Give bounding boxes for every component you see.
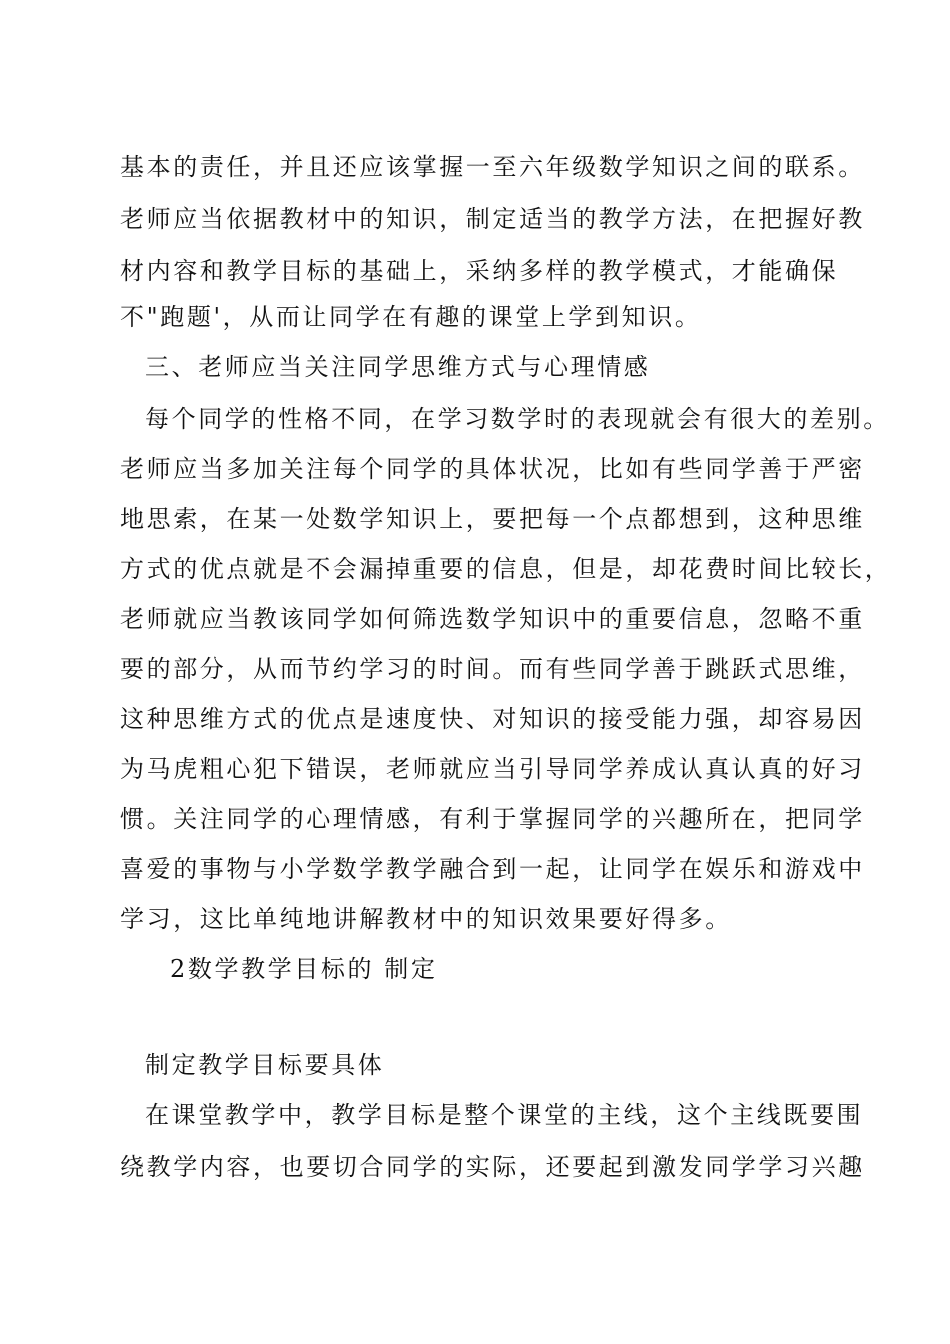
paragraph-line: 为马虎粗心犯下错误，老师就应当引导同学养成认真认真的好习 [120,755,865,783]
paragraph-line: 不"跑题'，从而让同学在有趣的课堂上学到知识。 [120,303,702,331]
section-heading: 三、老师应当关注同学思维方式与心理情感 [145,353,651,381]
paragraph-line: 老师应当依据教材中的知识，制定适当的教学方法，在把握好教 [120,205,865,233]
paragraph-line: 材内容和教学目标的基础上，采纳多样的教学模式，才能确保 [120,257,839,285]
paragraph-line: 方式的优点就是不会漏掉重要的信息，但是，却花费时间比较长， [120,555,892,583]
subsection-heading: 制定教学目标要具体 [145,1051,385,1079]
paragraph-line: 绕教学内容，也要切合同学的实际，还要起到激发同学学习兴趣 [120,1153,865,1181]
paragraph-line: 喜爱的事物与小学数学教学融合到一起，让同学在娱乐和游戏中 [120,855,865,883]
paragraph-line: 老师就应当教该同学如何筛选数学知识中的重要信息，忽略不重 [120,605,865,633]
paragraph-line: 惯。关注同学的心理情感，有利于掌握同学的兴趣所在，把同学 [120,805,865,833]
paragraph-line: 在课堂教学中，教学目标是整个课堂的主线，这个主线既要围 [145,1101,864,1129]
paragraph-line: 基本的责任，并且还应该掌握一至六年级数学知识之间的联系。 [120,153,865,181]
paragraph-line: 每个同学的性格不同，在学习数学时的表现就会有很大的差别。 [145,405,890,433]
paragraph-line: 老师应当多加关注每个同学的具体状况，比如有些同学善于严密 [120,455,865,483]
paragraph-line: 要的部分，从而节约学习的时间。而有些同学善于跳跃式思维， [120,655,865,683]
chapter-heading: 2数学教学目标的 制定 [170,955,438,983]
paragraph-line: 学习，这比单纯地讲解教材中的知识效果要好得多。 [120,905,732,933]
paragraph-line: 地思索，在某一处数学知识上，要把每一个点都想到，这种思维 [120,505,865,533]
paragraph-line: 这种思维方式的优点是速度快、对知识的接受能力强，却容易因 [120,705,865,733]
